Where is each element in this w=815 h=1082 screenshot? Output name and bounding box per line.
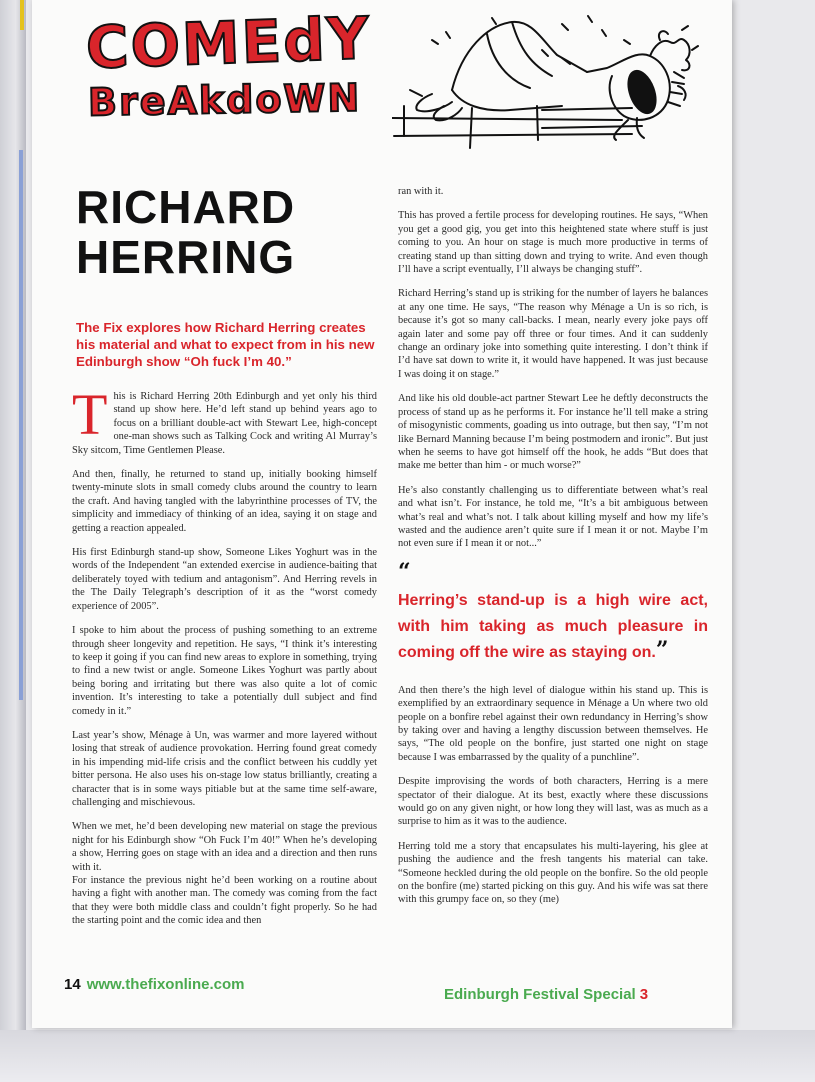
- scan-blue-stripe: [19, 150, 23, 700]
- paragraph-2: And then, finally, he returned to stand up, initially booking himself twenty-minute slots in small comedy clubs around the country to learn the craft. And having tangled with the labyrinthine processes of TV, the simplicity and immediacy of thinking of an idea, saying it on stage and getting a reaction appealed.: [72, 469, 377, 534]
- paragraph-6: When we met, he’d been developing new material on stage the previous night for his Edinburgh show “Oh Fuck I’m 40!” When he’s developing a show, Herring goes on stage with an idea and a direction and then runs with it.: [72, 821, 377, 873]
- paragraph-12: And then there’s the high level of dialogue within his stand up. This is exemplified by an extraordinary sequence in Ménage a Un where two old people on a bonfire rebel against their own redundancy in Herring’s show by taking over and having a lengthy discussion between themselves. He says, “The old people on the bonfire, just started one night on stage because I was embarrassed by the quality of a punchline”.: [398, 684, 708, 763]
- paragraph-5: Last year’s show, Ménage à Un, was warmer and more layered without losing that streak of audience provokation. Herring found great comedy in his impending mid-life crisis and the conflict between his cuddly yet bitter persona. He also uses his on-stage low status brilliantly, creating a character that is in some ways pitiable but at the same time self-aware, challenging and mischievous.: [72, 729, 377, 808]
- standfirst: The Fix explores how Richard Herring creates his material and what to expect from in his new Edinburgh show “Oh fuck I’m 40.”: [76, 320, 375, 369]
- title-last-name: HERRING: [76, 231, 296, 283]
- paragraph-10: And like his old double-act partner Stewart Lee he deftly deconstructs the process of stand up as he performs it. For instance he’ll tell make a string of misogynistic comments, goading us into outrage, but then say, “I’m not like Bernard Manning because I’m being postmodern and ironic”. But just when he seems to have got himself off the hook, he adds “But does that make me better than him - or much worse?”: [398, 393, 708, 472]
- magazine-page: [32, 0, 732, 1028]
- paragraph-9: Richard Herring’s stand up is striking for the number of layers he balances at any one time. He says, “The reason why Ménage a Un is so rich, is because it’s got so many call-backs. I mean, nearly every joke pays off again later and some pay off three or four times. And it can suddenly change an ordinary joke into something quite interesting. I don’t think if I’d have sat down to write it, it would have happened. It was just because I was doing it on stage.”: [398, 288, 708, 380]
- left-column: [72, 382, 377, 939]
- paragraph-4: I spoke to him about the process of pushing something to an extreme through sheer longevity and repetition. He says, “I think it’s interesting to keep it going if you can find new areas to explore in something, trying to find a new twist or angle. Someone Likes Yoghurt was partly about being boring and irritating but there was also quite a lot of comic invention. It’s interesting to take a potentially dull subject and find comedy in it.”: [72, 625, 377, 717]
- page-number-left: 14: [64, 976, 81, 993]
- paragraph-13: Despite improvising the words of both characters, Herring is a mere spectator of their dialogue. At its best, exactly where these discussions would go on any given night, or how long they will last, was as much as a surprise to him as it was to the audience.: [398, 776, 708, 828]
- comedy-breakdown-logo: [84, 4, 372, 125]
- section-label: Edinburgh Festival Special: [444, 986, 636, 1003]
- right-column: [398, 185, 708, 918]
- footer-left: [64, 976, 244, 993]
- paragraph-14: Herring told me a story that encapsulates his multi-layering, his glee at pushing the audience and the fresh tangents his material can take. “Someone heckled during the old people on the bonfire. So the old people on the bonfire (me) started picking on this guy. And his wife was sat there with this grumpy face on, so they (me): [398, 840, 708, 906]
- website-url: www.thefixonline.com: [86, 976, 245, 993]
- paragraph-1-text: his is Richard Herring 20th Edinburgh and yet only his third stand up show here. He’d left stand up behind years ago to focus on a brilliant double-act with Stewart Lee, high-concept one-man shows such as Talking Cock and writing Al Murray’s Sky sitcom, Time Gentlemen Please.: [72, 391, 377, 456]
- pull-quote: [398, 558, 708, 666]
- pull-quote-text: Herring’s stand-up is a high wire act, with him taking as much pleasure in coming off the wire as staying on.: [398, 591, 708, 661]
- paragraph-3: His first Edinburgh stand-up show, Someone Likes Yoghurt was in the words of the Independent “an extended exercise in audience-baiting that deliberately toyed with tedium and antagonism”. And Herring revels in the The Daily Telegraph’s description of it as the “worst comedy experience of 2005”.: [72, 547, 377, 612]
- scan-edge-left: [0, 0, 26, 1082]
- open-quote-icon: “: [398, 558, 411, 585]
- drop-cap: T: [72, 382, 108, 447]
- logo-line-comedy: COMEdY: [84, 4, 372, 82]
- paragraph-continued: ran with it.: [398, 186, 444, 197]
- title-first-name: RICHARD: [76, 181, 296, 233]
- paragraph-7: For instance the previous night he’d been working on a routine about having a fight with another man. The comedy was coming from the fact that they were both middle class and couldn’t fight properly. So he had the starting point and the comic idea and then: [72, 875, 377, 927]
- scan-yellow-stripe: [20, 0, 24, 30]
- paragraph-11: He’s also constantly challenging us to differentiate between what’s real and what isn’t. For instance, he told me, “It’s a bit ambiguous between what’s real and what’s not. I talk about killing myself and how my life’s wasted and the audience aren’t quite sure if I mean it or not. Maybe I’m not even sure if I mean it or not...”: [398, 484, 708, 550]
- comedian-illustration-icon: [392, 10, 704, 150]
- scan-bottom-edge: [0, 1030, 815, 1082]
- article-title: [76, 182, 376, 282]
- footer-right: [444, 986, 648, 1003]
- paragraph-1: [72, 382, 377, 457]
- page-number-right: 3: [639, 986, 649, 1003]
- paragraph-8: This has proved a fertile process for developing routines. He says, “When you get a good gig, you get into this heightened state where stuff is just coming to you. An hour on stage is much more productive in terms of creating stand up than sitting down and trying to write. And even though I’ll have a script eventually, I’ll always be changing stuff”.: [398, 210, 708, 276]
- close-quote-icon: ”: [655, 636, 669, 663]
- logo-line-breakdown: BreAkdoWN: [87, 75, 362, 125]
